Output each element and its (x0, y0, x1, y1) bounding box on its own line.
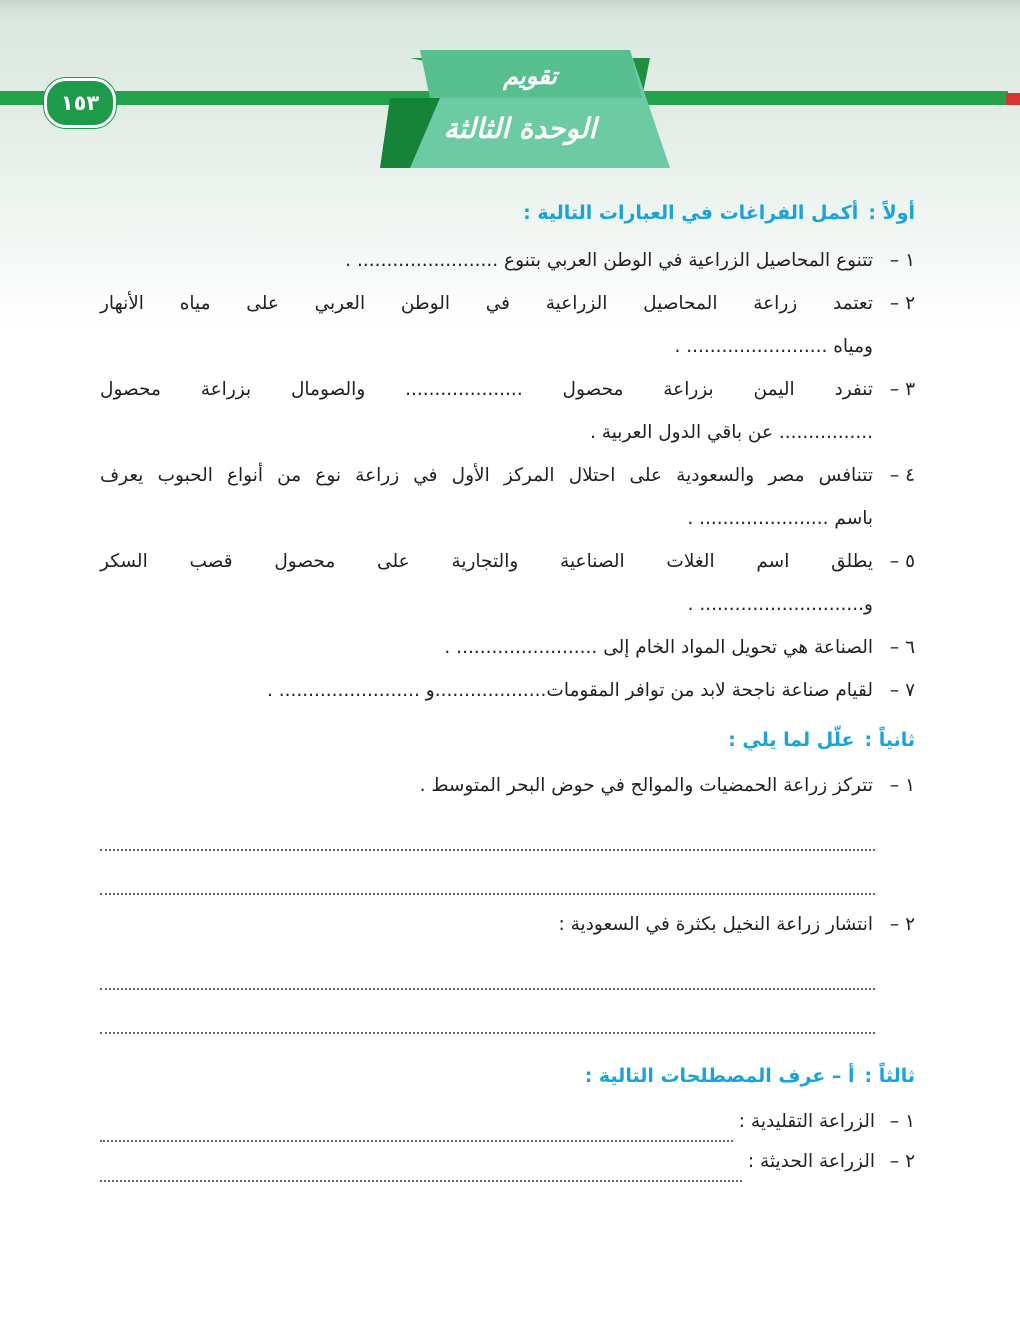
answer-line[interactable] (100, 946, 875, 990)
reason-item-1: ١ – تتركز زراعة الحمضيات والموالح في حوض البحر المتوسط . (100, 764, 915, 807)
section1-label: أولاً : (868, 202, 915, 224)
fill-item-3-line-2: ................ عن باقي الدول العربية . (590, 422, 873, 443)
section2-heading (100, 722, 915, 758)
section1-title: أكمل الفراغات في العبارات التالية : (523, 202, 859, 224)
section3-heading (100, 1058, 915, 1094)
fill-item-3-line-1: تنفرد اليمن بزراعة محصول .................... والصومال بزراعة محصول (100, 379, 873, 400)
definition-term-1: الزراعة التقليدية : (738, 1111, 875, 1132)
fill-item-5-line-1: يطلق اسم الغلات الصناعية والتجارية على محصول قصب السكر (100, 551, 873, 572)
section2-title: علّل لما يلي : (728, 729, 855, 751)
section2-label: ثانياً : (864, 729, 915, 751)
answer-line[interactable] (100, 990, 875, 1034)
reason-item-2: ٢ – انتشار زراعة النخيل بكثرة في السعودية : (100, 903, 915, 946)
definition-answer-line-1[interactable] (100, 1114, 733, 1142)
fill-item-2: ٢ – تعتمد زراعة المحاصيل الزراعية في الوطن العربي على مياه الأنهار ومياه ........................ . (100, 282, 915, 368)
fill-item-5-line-2: و............................ . (687, 594, 873, 615)
definition-answer-line-2[interactable] (100, 1154, 742, 1182)
fill-item-1: ١ – تتنوع المحاصيل الزراعية في الوطن العربي بتنوع ........................ . (100, 239, 915, 282)
worksheet-content (100, 195, 915, 1182)
definition-item-1: ١ – الزراعة التقليدية : (100, 1102, 915, 1142)
fill-item-6-line: الصناعة هي تحويل المواد الخام إلى ........................ . (444, 637, 873, 658)
fill-item-6: ٦ – الصناعة هي تحويل المواد الخام إلى ........................ . (100, 626, 915, 669)
fill-item-3: ٣ – تنفرد اليمن بزراعة محصول .................... والصومال بزراعة محصول ................ عن باقي الدول العربية . (100, 368, 915, 454)
banner-title: تقويم (503, 62, 557, 90)
header-red-accent (1006, 93, 1020, 105)
top-edge (0, 0, 1020, 18)
section3-label: ثالثاً : (864, 1065, 915, 1087)
definition-item-2: ٢ – الزراعة الحديثة : (100, 1142, 915, 1182)
section3-title: أ – عرف المصطلحات التالية : (584, 1065, 855, 1087)
fill-item-7: ٧ – لقيام صناعة ناجحة لابد من توافر المقومات...................و ........................ . (100, 669, 915, 712)
fill-item-4: ٤ – تتنافس مصر والسعودية على احتلال المركز الأول في زراعة نوع من أنواع الحبوب يعرف باسم ...................... . (100, 454, 915, 540)
page-number: ١٥٣ (44, 78, 116, 128)
fill-item-2-line-1: تعتمد زراعة المحاصيل الزراعية في الوطن العربي على مياه الأنهار (100, 293, 873, 314)
definition-term-2: الزراعة الحديثة : (747, 1151, 875, 1172)
reason-item-1-text: تتركز زراعة الحمضيات والموالح في حوض البحر المتوسط . (419, 775, 873, 796)
fill-item-4-line-1: تتنافس مصر والسعودية على احتلال المركز الأول في زراعة نوع من أنواع الحبوب يعرف (100, 465, 873, 486)
reason-item-2-text: انتشار زراعة النخيل بكثرة في السعودية : (558, 914, 873, 935)
fill-item-2-line-2: ومياه ........................ . (674, 336, 873, 357)
banner-subtitle: الوحدة الثالثة (443, 112, 597, 145)
answer-line[interactable] (100, 851, 875, 895)
fill-item-7-line: لقيام صناعة ناجحة لابد من توافر المقومات...................و ........................ . (266, 680, 873, 701)
answer-line[interactable] (100, 807, 875, 851)
unit-banner (380, 50, 670, 170)
fill-item-4-line-2: باسم ...................... . (687, 508, 873, 529)
section1-heading (100, 195, 915, 231)
fill-item-1-line: تتنوع المحاصيل الزراعية في الوطن العربي بتنوع ........................ . (345, 250, 873, 271)
fill-item-5: ٥ – يطلق اسم الغلات الصناعية والتجارية على محصول قصب السكر و............................ . (100, 540, 915, 626)
